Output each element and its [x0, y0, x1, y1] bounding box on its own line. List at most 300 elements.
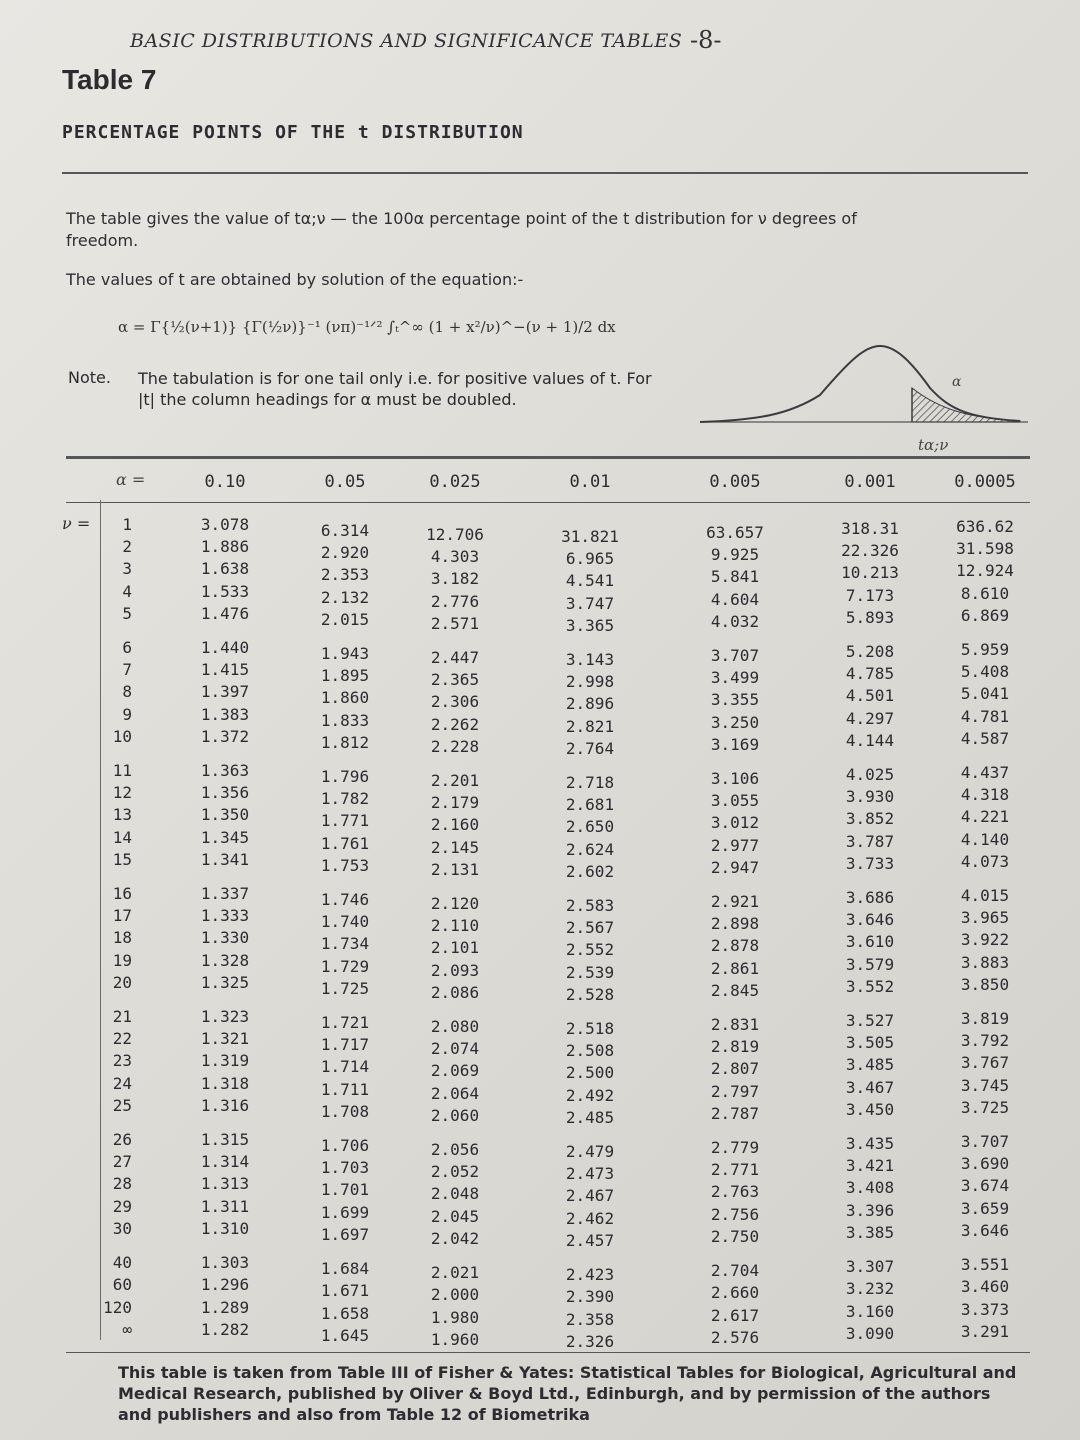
table-cell: 2.042	[430, 1228, 480, 1248]
row-group	[690, 768, 780, 879]
table-cell: 2.797	[710, 1081, 760, 1101]
table-cell: 1.671	[320, 1281, 370, 1301]
df-cell: 1	[122, 515, 132, 534]
table-cell: 2.571	[430, 613, 480, 633]
df-cell: 18	[112, 928, 132, 948]
table-cell: 3.965	[960, 908, 1010, 928]
row-group	[690, 522, 780, 633]
table-cell: 1.684	[320, 1259, 370, 1279]
table-cell: 1.289	[200, 1297, 250, 1317]
row-group	[410, 1016, 500, 1127]
table-cell: 3.579	[845, 954, 895, 974]
table-cell: 4.221	[960, 807, 1010, 827]
table-cell: 2.060	[430, 1105, 480, 1125]
table-cell: 1.311	[200, 1196, 250, 1216]
table-cell: 3.930	[845, 787, 895, 807]
df-cell: 24	[112, 1073, 132, 1093]
table-cell: 2.131	[430, 859, 480, 879]
table-cell: 2.660	[710, 1283, 760, 1303]
table-cell: 3.850	[960, 974, 1010, 994]
row-group	[180, 883, 270, 994]
table-cell: 1.325	[200, 972, 250, 992]
table-cell: 3.106	[710, 769, 760, 789]
table-cell: 3.527	[845, 1011, 895, 1031]
table-cell: 3.055	[710, 791, 760, 811]
table-cell: 1.708	[320, 1101, 370, 1121]
row-group	[545, 1141, 635, 1252]
table-cell: 3.819	[960, 1009, 1010, 1029]
df-cell: 23	[112, 1051, 132, 1071]
table-cell: 3.450	[845, 1099, 895, 1119]
intro-equation-lead: The values of t are obtained by solution of the equation:-	[66, 270, 524, 289]
table-cell: 2.500	[565, 1063, 615, 1083]
table-label: Table 7	[62, 64, 157, 95]
table-cell: 3.307	[845, 1257, 895, 1277]
table-cell: 2.998	[565, 672, 615, 692]
table-cell: 3.725	[960, 1097, 1010, 1117]
table-cell: 2.201	[430, 771, 480, 791]
table-cell: 10.213	[841, 563, 899, 583]
table-cell: 1.333	[200, 906, 250, 926]
row-group	[545, 649, 635, 760]
row-group	[410, 647, 500, 758]
df-cell: 3	[122, 559, 132, 579]
df-cell: 10	[112, 726, 132, 746]
table-cell: 3.365	[565, 615, 615, 635]
curve-alpha-label: α	[952, 374, 962, 390]
table-cell: 1.372	[200, 726, 250, 746]
row-group	[300, 766, 390, 877]
table-cell: 3.745	[960, 1075, 1010, 1095]
table-cell: 1.314	[200, 1152, 250, 1172]
table-cell: 2.776	[430, 591, 480, 611]
df-cell: 4	[122, 581, 132, 601]
table-cell: 1.734	[320, 934, 370, 954]
table-top-rule	[66, 456, 1030, 459]
table-cell: 1.323	[200, 1007, 250, 1027]
table-cell: 2.479	[565, 1142, 615, 1162]
table-cell: 4.073	[960, 851, 1010, 871]
df-cell: 29	[112, 1196, 132, 1216]
table-cell: 3.485	[845, 1055, 895, 1075]
row-group	[180, 637, 270, 748]
table-cell: 2.947	[710, 857, 760, 877]
table-cell: 2.000	[430, 1285, 480, 1305]
table-cell: 4.785	[845, 664, 895, 684]
table-cell: 3.883	[960, 952, 1010, 972]
table-cell: 1.729	[320, 956, 370, 976]
row-group	[180, 1129, 270, 1240]
row-group	[940, 639, 1030, 750]
df-cell: 21	[112, 1007, 132, 1027]
table-cell: 3.232	[845, 1279, 895, 1299]
table-cell: 2.015	[320, 609, 370, 629]
table-cell: 1.714	[320, 1057, 370, 1077]
table-cell: 1.296	[200, 1275, 250, 1295]
row-group	[102, 637, 132, 748]
row-group	[102, 883, 132, 994]
row-group	[940, 1131, 1030, 1242]
table-cell: 4.303	[430, 547, 480, 567]
table-cell: 1.383	[200, 704, 250, 724]
table-cell: 2.771	[710, 1160, 760, 1180]
table-cell: 2.492	[565, 1085, 615, 1105]
table-cell: 1.706	[320, 1136, 370, 1156]
table-cell: 1.341	[200, 849, 250, 869]
table-cell: 2.845	[710, 980, 760, 1000]
table-cell: 4.140	[960, 829, 1010, 849]
row-group	[545, 1264, 635, 1353]
table-cell: 2.326	[565, 1331, 615, 1351]
table-cell: 3.012	[710, 813, 760, 833]
table-cell: 3.499	[710, 668, 760, 688]
df-cell: 40	[112, 1253, 132, 1273]
df-cell: 11	[112, 761, 132, 781]
table-cell: 2.896	[565, 694, 615, 714]
curve-t-label: tα;ν	[918, 436, 949, 454]
table-cell: 3.355	[710, 690, 760, 710]
table-cell: 1.345	[200, 827, 250, 847]
table-cell: 3.435	[845, 1134, 895, 1154]
table-cell: 3.250	[710, 712, 760, 732]
df-cell: ∞	[122, 1319, 132, 1339]
table-cell: 2.704	[710, 1261, 760, 1281]
df-cell: 6	[122, 638, 132, 658]
table-cell: 3.552	[845, 976, 895, 996]
table-cell: 1.356	[200, 783, 250, 803]
row-group	[825, 1256, 915, 1345]
table-cell: 1.363	[200, 761, 250, 781]
table-subtitle: PERCENTAGE POINTS OF THE t DISTRIBUTION	[62, 122, 524, 143]
table-cell: 2.787	[710, 1103, 760, 1123]
column-header-alpha: 0.0005	[954, 472, 1016, 492]
column-header-alpha: 0.10	[204, 472, 246, 492]
table-cell: 1.440	[200, 638, 250, 658]
value-column	[940, 516, 1030, 1355]
table-cell: 4.025	[845, 765, 895, 785]
table-cell: 2.583	[565, 896, 615, 916]
row-group	[690, 645, 780, 756]
table-cell: 4.437	[960, 763, 1010, 783]
table-cell: 1.310	[200, 1218, 250, 1238]
table-cell: 1.658	[320, 1303, 370, 1323]
table-cell: 3.143	[565, 650, 615, 670]
table-cell: 3.646	[845, 910, 895, 930]
table-cell: 4.144	[845, 730, 895, 750]
table-bottom-rule	[66, 1352, 1030, 1353]
table-cell: 12.706	[426, 525, 484, 544]
value-column	[690, 522, 780, 1361]
table-cell: 1.645	[320, 1325, 370, 1345]
row-group	[300, 889, 390, 1000]
table-cell: 1.330	[200, 928, 250, 948]
row-group	[940, 1008, 1030, 1119]
row-group	[545, 772, 635, 883]
table-cell: 3.733	[845, 853, 895, 873]
table-cell: 31.821	[561, 527, 619, 546]
table-cell: 1.860	[320, 688, 370, 708]
table-cell: 1.533	[200, 581, 250, 601]
table-cell: 3.922	[960, 930, 1010, 950]
table-cell: 1.960	[430, 1329, 480, 1349]
row-group	[545, 526, 635, 637]
table-cell: 1.886	[200, 537, 250, 557]
table-cell: 2.086	[430, 982, 480, 1002]
row-group	[410, 770, 500, 881]
row-group	[410, 524, 500, 635]
df-cell: 2	[122, 537, 132, 557]
df-cell: 12	[112, 783, 132, 803]
table-cell: 1.761	[320, 833, 370, 853]
note-text: The tabulation is for one tail only i.e. for positive values of t. For |t| the column headings for α must be doubled.	[138, 369, 652, 409]
table-cell: 1.753	[320, 855, 370, 875]
table-cell: 3.396	[845, 1200, 895, 1220]
nu-header-label: ν =	[62, 514, 91, 533]
row-group	[825, 887, 915, 998]
table-cell: 2.056	[430, 1140, 480, 1160]
table-cell: 2.467	[565, 1186, 615, 1206]
table-cell: 1.321	[200, 1029, 250, 1049]
table-cell: 2.576	[710, 1327, 760, 1347]
df-cell: 60	[112, 1275, 132, 1295]
df-cell: 25	[112, 1095, 132, 1115]
table-cell: 9.925	[710, 545, 760, 565]
degrees-of-freedom-column	[102, 514, 132, 1353]
value-column	[545, 526, 635, 1365]
df-cell: 120	[103, 1297, 132, 1317]
table-cell: 636.62	[956, 517, 1014, 536]
table-cell: 2.064	[430, 1083, 480, 1103]
table-cell: 5.208	[845, 642, 895, 662]
table-cell: 1.638	[200, 559, 250, 579]
table-cell: 2.179	[430, 793, 480, 813]
table-cell: 2.821	[565, 716, 615, 736]
table-cell: 3.792	[960, 1031, 1010, 1051]
table-cell: 1.782	[320, 789, 370, 809]
row-group	[940, 762, 1030, 873]
table-cell: 2.074	[430, 1039, 480, 1059]
note-label: Note.	[68, 368, 111, 387]
table-cell: 2.861	[710, 958, 760, 978]
table-cell: 3.182	[430, 569, 480, 589]
row-group	[825, 764, 915, 875]
table-cell: 2.262	[430, 714, 480, 734]
table-cell: 1.699	[320, 1202, 370, 1222]
table-cell: 2.528	[565, 984, 615, 1004]
table-cell: 1.697	[320, 1224, 370, 1244]
row-group	[825, 641, 915, 752]
df-cell: 16	[112, 884, 132, 904]
table-cell: 2.390	[565, 1287, 615, 1307]
table-cell: 3.707	[960, 1132, 1010, 1152]
table-cell: 2.921	[710, 892, 760, 912]
table-cell: 2.567	[565, 918, 615, 938]
table-cell: 2.145	[430, 837, 480, 857]
table-cell: 2.602	[565, 861, 615, 881]
row-group	[300, 1012, 390, 1123]
t-distribution-curve-figure	[700, 340, 1030, 430]
table-cell: 1.303	[200, 1253, 250, 1273]
table-cell: 4.781	[960, 706, 1010, 726]
table-cell: 1.943	[320, 644, 370, 664]
table-cell: 2.462	[565, 1208, 615, 1228]
table-cell: 3.610	[845, 932, 895, 952]
table-cell: 6.314	[320, 521, 370, 540]
table-cell: 4.015	[960, 886, 1010, 906]
row-group	[690, 891, 780, 1002]
table-cell: 1.328	[200, 950, 250, 970]
running-title: BASIC DISTRIBUTIONS AND SIGNIFICANCE TABLES	[130, 30, 683, 52]
table-cell: 1.350	[200, 805, 250, 825]
table-cell: 3.373	[960, 1299, 1010, 1319]
value-column	[180, 514, 270, 1353]
table-cell: 3.408	[845, 1178, 895, 1198]
row-group	[825, 518, 915, 629]
table-cell: 12.924	[956, 561, 1014, 581]
table-cell: 22.326	[841, 541, 899, 561]
table-cell: 7.173	[845, 585, 895, 605]
table-cell: 2.048	[430, 1184, 480, 1204]
table-cell: 3.460	[960, 1277, 1010, 1297]
df-cell: 19	[112, 950, 132, 970]
table-cell: 1.397	[200, 682, 250, 702]
column-header-alpha: 0.01	[569, 472, 611, 492]
value-column	[825, 518, 915, 1357]
table-cell: 6.869	[960, 605, 1010, 625]
table-cell: 6.965	[565, 549, 615, 569]
table-cell: 2.977	[710, 835, 760, 855]
df-cell: 9	[122, 704, 132, 724]
intro-text: The table gives the value of tα;ν — the 100α percentage point of the t distribution for ν degrees of freedom.	[66, 209, 857, 250]
table-cell: 2.101	[430, 938, 480, 958]
tail-shaded-area	[912, 388, 1020, 422]
table-cell: 2.539	[565, 962, 615, 982]
column-header-alpha: 0.001	[844, 472, 896, 492]
table-cell: 1.796	[320, 767, 370, 787]
row-group	[180, 1006, 270, 1117]
table-cell: 4.541	[565, 571, 615, 591]
table-cell: 63.657	[706, 523, 764, 542]
table-cell: 1.812	[320, 732, 370, 752]
table-cell: 1.319	[200, 1051, 250, 1071]
table-cell: 2.552	[565, 940, 615, 960]
table-cell: 2.485	[565, 1107, 615, 1127]
row-group	[300, 1135, 390, 1246]
table-cell: 3.767	[960, 1053, 1010, 1073]
row-group	[180, 760, 270, 871]
table-cell: 2.819	[710, 1037, 760, 1057]
row-group	[940, 885, 1030, 996]
table-cell: 2.764	[565, 738, 615, 758]
table-cell: 1.282	[200, 1319, 250, 1339]
table-cell: 3.385	[845, 1222, 895, 1242]
df-cell: 7	[122, 660, 132, 680]
t-distribution-equation: α = Γ{½(ν+1)} {Γ(½ν)}⁻¹ (νπ)⁻¹ᐟ² ∫ₜ^∞ (1 + x²/ν)^−(ν + 1)/2 dx	[118, 318, 616, 336]
table-cell: 5.041	[960, 684, 1010, 704]
table-cell: 2.518	[565, 1019, 615, 1039]
table-cell: 1.316	[200, 1095, 250, 1115]
table-cell: 5.959	[960, 640, 1010, 660]
table-cell: 2.756	[710, 1204, 760, 1224]
source-footnote: This table is taken from Table III of Fisher & Yates: Statistical Tables for Biological, Agricultural and Medical Research, published by Oliver & Boyd Ltd., Edinburgh, and by permission of the authors and publishers and also from Table 12 of Biometrika	[118, 1363, 1017, 1424]
row-group	[300, 1258, 390, 1347]
table-cell: 31.598	[956, 539, 1014, 559]
table-cell: 3.505	[845, 1033, 895, 1053]
df-cell: 17	[112, 906, 132, 926]
table-cell: 1.313	[200, 1174, 250, 1194]
table-cell: 1.337	[200, 884, 250, 904]
table-cell: 2.831	[710, 1015, 760, 1035]
column-header-alpha: 0.005	[709, 472, 761, 492]
table-cell: 2.617	[710, 1305, 760, 1325]
table-cell: 3.659	[960, 1198, 1010, 1218]
table-cell: 1.315	[200, 1130, 250, 1150]
table-cell: 3.686	[845, 888, 895, 908]
row-group	[410, 1139, 500, 1250]
row-group	[940, 1254, 1030, 1343]
value-column	[300, 520, 390, 1359]
table-cell: 2.093	[430, 960, 480, 980]
table-cell: 2.080	[430, 1017, 480, 1037]
df-cell: 5	[122, 603, 132, 623]
df-cell: 22	[112, 1029, 132, 1049]
table-cell: 2.624	[565, 839, 615, 859]
table-cell: 2.718	[565, 773, 615, 793]
df-cell: 27	[112, 1152, 132, 1172]
df-cell: 15	[112, 849, 132, 869]
table-cell: 1.833	[320, 710, 370, 730]
row-group	[690, 1137, 780, 1248]
table-cell: 3.707	[710, 646, 760, 666]
df-cell: 8	[122, 682, 132, 702]
row-group	[102, 760, 132, 871]
table-cell: 2.763	[710, 1182, 760, 1202]
table-cell: 2.306	[430, 692, 480, 712]
table-cell: 3.078	[200, 515, 250, 534]
table-cell: 2.358	[565, 1309, 615, 1329]
row-group	[300, 520, 390, 631]
row-group	[690, 1014, 780, 1125]
table-cell: 2.650	[565, 817, 615, 837]
row-group	[545, 895, 635, 1006]
table-cell: 3.646	[960, 1220, 1010, 1240]
table-cell: 2.447	[430, 648, 480, 668]
row-group	[690, 1260, 780, 1349]
page-number: -8-	[690, 26, 722, 54]
table-cell: 1.318	[200, 1073, 250, 1093]
table-cell: 3.291	[960, 1321, 1010, 1341]
table-cell: 1.711	[320, 1079, 370, 1099]
top-rule	[62, 172, 1028, 174]
alpha-header-label: α =	[116, 470, 146, 489]
df-cell: 28	[112, 1174, 132, 1194]
table-cell: 1.980	[430, 1307, 480, 1327]
table-cell: 2.110	[430, 916, 480, 936]
table-cell: 3.160	[845, 1301, 895, 1321]
column-header-alpha: 0.05	[324, 472, 366, 492]
table-cell: 2.423	[565, 1265, 615, 1285]
table-cell: 3.674	[960, 1176, 1010, 1196]
table-cell: 2.228	[430, 736, 480, 756]
table-cell: 3.747	[565, 593, 615, 613]
table-cell: 4.501	[845, 686, 895, 706]
table-cell: 1.721	[320, 1013, 370, 1033]
table-cell: 2.045	[430, 1206, 480, 1226]
table-cell: 2.807	[710, 1059, 760, 1079]
table-cell: 5.893	[845, 607, 895, 627]
row-group	[410, 893, 500, 1004]
table-cell: 2.069	[430, 1061, 480, 1081]
